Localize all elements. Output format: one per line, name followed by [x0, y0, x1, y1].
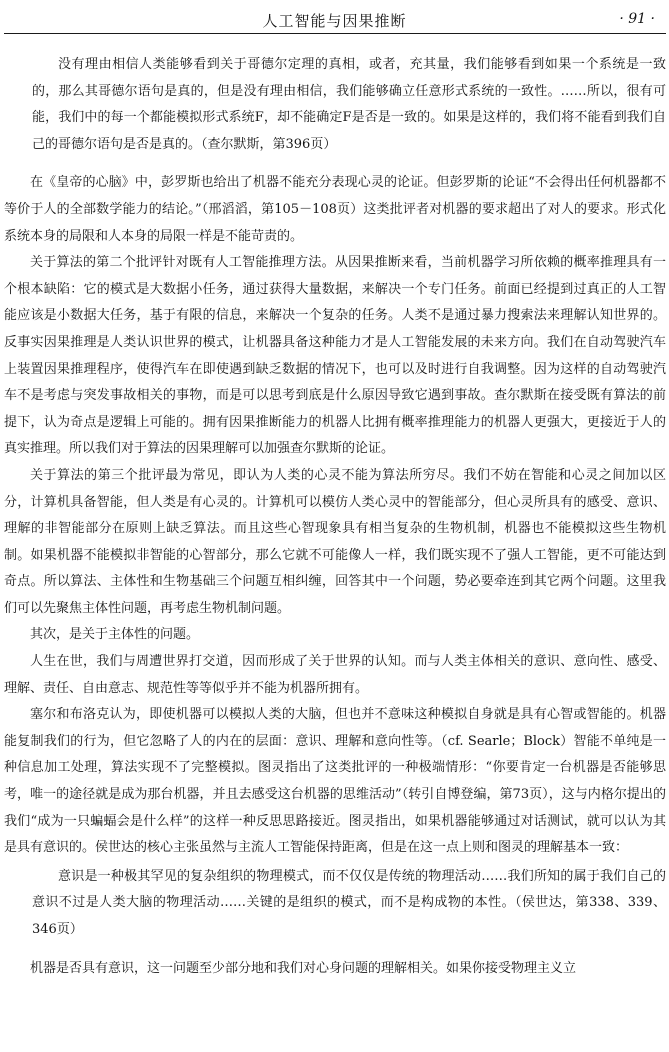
- running-title: 人工智能与因果推断: [262, 12, 407, 30]
- paragraph-consciousness: 机器是否具有意识，这一问题至少部分地和我们对心身问题的理解相关。如果你接受物理主义立: [30, 960, 577, 976]
- header-rule: [4, 33, 666, 34]
- paragraph-penrose: 在《皇帝的心脑》中，彭罗斯也给出了机器不能充分表现心灵的论证。但彭罗斯的论证“不会得出任何机器都不等价于人的全部数学能力的结论。”（邢滔滔，第105－108页）这类批评者对机器的要求超出了对人的要求。形式化系统本身的局限和人本身的局限一样是不能苛责的。: [4, 175, 666, 244]
- paragraph-subjectivity-heading: 其次，是关于主体性的问题。: [30, 627, 200, 643]
- paragraph-human-life: 人生在世，我们与周遭世界打交道，因而形成了关于世界的认知。而与人类主体相关的意识、意向性、感受、理解、责任、自由意志、规范性等等似乎并不能为机器所拥有。: [4, 654, 666, 696]
- paragraph-searle-block: 塞尔和布洛克认为，即使机器可以模拟人类的大脑，但也并不意味这种模拟自身就是具有心智或智能的。机器能复制我们的行为，但它忽略了人的内在的层面：意识、理解和意向性等。（cf. Searle；Block）智能不单纯是一种信息加工处理，算法实现不了完整模拟。图灵指出了这类批评的一种极端情形：“你要肯定一台机器是否能够思考，唯一的途径就是成为那台机器，并且去感受这台机器的思维活动”（转引自博登编，第73页），这与内格尔提出的我们“成为一只蝙蝠会是什么样”的这样一种反思思路接近。图灵指出，如果机器能够通过对话测试，就可以认为其是具有意识的。侯世达的核心主张虽然与主流人工智能保持距离，但是在这一点上则和图灵的理解基本一致：: [4, 707, 666, 856]
- block-quote-chalmers: 没有理由相信人类能够看到关于哥德尔定理的真相，或者，充其量，我们能够看到如果一个系统是一致的，那么其哥德尔语句是真的，但是没有理由相信，我们能够确立任意形式系统的一致性。……所以，很有可能，我们中的每一个都能模拟形式系统F，却不能确定F是否是一致的。如果是这样的，我们将不能看到我们自己的哥德尔语句是否是真的。（查尔默斯，第396页）: [32, 57, 666, 152]
- page-number: · 91 ·: [619, 11, 655, 27]
- page-body: [4, 52, 666, 982]
- block-quote-hofstadter: 意识是一种极其罕见的复杂组织的物理模式，而不仅仅是传统的物理活动……我们所知的属于我们自己的意识不过是人类大脑的物理活动……关键的是组织的模式，而不是构成物的本性。（侯世达，第338、339、346页）: [32, 868, 666, 937]
- paragraph-second-critique: 关于算法的第二个批评针对既有人工智能推理方法。从因果推断来看，当前机器学习所依赖的概率推理具有一个根本缺陷：它的模式是大数据小任务，通过获得大量数据，来解决一个专门任务。前面已经提到过真正的人工智能应该是小数据大任务，基于有限的信息，来解决一个复杂的任务。人类不是通过暴力搜索法来理解认知世界的。反事实因果推理是人类认识世界的模式，让机器具备这种能力才是人工智能发展的未来方向。我们在自动驾驶汽车上装置因果推理程序，使得汽车在即使遇到缺乏数据的情况下，也可以及时进行自我调整。因为这样的自动驾驶汽车不是考虑与突发事故相关的事物，而是可以思考到底是什么原因导致它遇到事故。查尔默斯在接受既有算法的前提下，认为奇点是逻辑上可能的。拥有因果推断能力的机器人比拥有概率推理能力的机器人更强大，更接近于人的真实推理。所以我们对于算法的因果理解可以加强查尔默斯的论证。: [4, 255, 666, 457]
- paragraph-third-critique: 关于算法的第三个批评最为常见，即认为人类的心灵不能为算法所穷尽。我们不妨在智能和心灵之间加以区分，计算机具备智能，但人类是有心灵的。计算机可以模仿人类心灵中的智能部分，但心灵所具有的感受、意识、理解的非智能部分在原则上缺乏算法。而且这些心智现象具有相当复杂的生物机制，机器也不能模拟这些生物机制。如果机器不能模拟非智能的心智部分，那么它就不可能像人一样，我们既实现不了强人工智能，更不可能达到奇点。所以算法、主体性和生物基础三个问题互相纠缠，回答其中一个问题，势必要牵连到其它两个问题。这里我们可以先聚焦主体性问题，再考虑生物机制问题。: [4, 467, 666, 616]
